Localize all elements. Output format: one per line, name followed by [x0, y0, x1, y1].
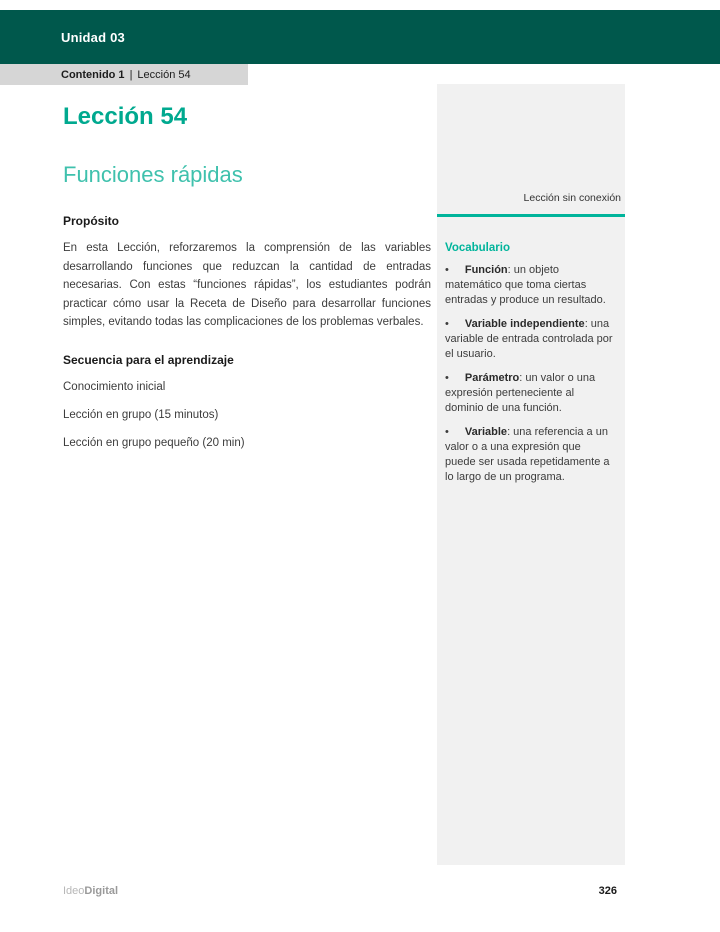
vocab-item — [445, 425, 614, 485]
bullet-icon: • — [445, 372, 449, 384]
main-content — [63, 103, 431, 464]
proposito-heading: Propósito — [63, 214, 119, 228]
secuencia-item: Conocimiento inicial — [63, 380, 166, 393]
secuencia-item: Lección en grupo pequeño (20 min) — [63, 436, 245, 449]
secuencia-item: Lección en grupo (15 minutos) — [63, 408, 219, 421]
brand-logo — [63, 885, 118, 897]
breadcrumb — [0, 64, 248, 85]
vocab-item — [445, 371, 614, 416]
breadcrumb-lesson: Lección 54 — [137, 68, 191, 81]
secuencia-list — [63, 380, 431, 450]
lesson-mode-label: Lección sin conexión — [523, 192, 621, 204]
bullet-icon: • — [445, 426, 449, 438]
vocab-list — [445, 263, 614, 494]
proposito-text: En esta Lección, reforzaremos la comprensión de las variables desarrollando funciones que reduzcan la cantidad de entradas necesarias. Con estas “funciones rápidas”, los estudiantes podrán practicar cómo usar la Receta de Diseño para desarrollar funciones simples, evitando todas las complicaciones de los problemas verbales. — [63, 242, 431, 328]
vocab-item — [445, 317, 614, 362]
lesson-subtitle: Funciones rápidas — [63, 162, 243, 187]
unit-title: Unidad 03 — [61, 29, 125, 45]
vocab-term: Variable — [464, 426, 508, 438]
vocab-definition: : un objeto matemático que toma ciertas entradas y produce un resultado. — [445, 264, 606, 306]
page-number: 326 — [598, 885, 617, 897]
vocab-definition: : una variable de entrada controlada por el usuario. — [445, 318, 613, 360]
breadcrumb-separator: | — [129, 68, 133, 81]
brand-logo-bold: Digital — [84, 885, 119, 897]
bullet-icon: • — [445, 318, 449, 330]
vocab-term: Función — [464, 264, 508, 276]
secuencia-heading: Secuencia para el aprendizaje — [63, 352, 234, 367]
vocab-term: Variable independiente — [464, 318, 585, 330]
brand-logo-light: Ideo — [63, 885, 85, 897]
vocab-definition: : una referencia a un valor o a una expresión que puede ser usada repetidamente a lo largo de un programa. — [445, 426, 610, 483]
vocabulario-heading: Vocabulario — [445, 242, 510, 254]
bullet-icon: • — [445, 264, 449, 276]
vocab-term: Parámetro — [464, 372, 520, 384]
page-footer — [63, 885, 617, 897]
sidebar — [437, 84, 625, 865]
sidebar-teal-divider — [437, 214, 625, 217]
lesson-title: Lección 54 — [63, 103, 188, 130]
unit-header-bar — [0, 10, 720, 64]
vocab-definition: : un valor o una expresión perteneciente al dominio de una función. — [445, 372, 596, 414]
breadcrumb-section: Contenido 1 — [61, 68, 125, 81]
vocab-item — [445, 263, 614, 308]
